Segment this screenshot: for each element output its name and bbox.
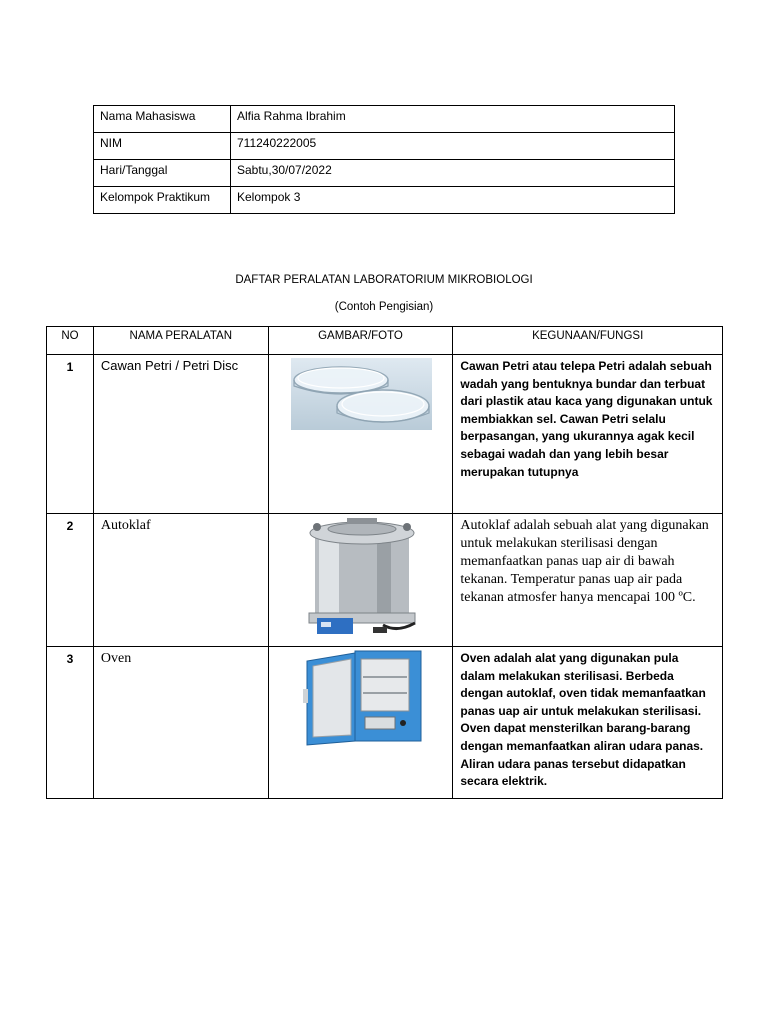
info-value: Kelompok 3: [231, 187, 675, 214]
header-image: GAMBAR/FOTO: [268, 327, 453, 355]
info-row: [94, 133, 675, 160]
info-value: 711240222005: [231, 133, 675, 160]
oven-image: [299, 649, 427, 749]
document-subtitle: (Contoh Pengisian): [334, 301, 434, 313]
equipment-table: [46, 326, 723, 799]
table-header-row: [47, 327, 723, 355]
table-row: [47, 514, 723, 647]
row-number: 2: [47, 514, 94, 647]
info-row: [94, 187, 675, 214]
table-row: [47, 355, 723, 514]
info-label: Hari/Tanggal: [94, 160, 231, 187]
student-info-table: [93, 105, 675, 214]
document-title: DAFTAR PERALATAN LABORATORIUM MIKROBIOLOGI: [235, 274, 533, 286]
row-number: 3: [47, 647, 94, 799]
header-name: NAMA PERALATAN: [93, 327, 268, 355]
equipment-name: Cawan Petri / Petri Disc: [93, 355, 268, 514]
equipment-function: Cawan Petri atau telepa Petri adalah sebuah wadah yang bentuknya bundar dan terbuat dari plastik atau kaca yang digunakan untuk membiakkan sel. Cawan Petri selalu berpasangan, yang ukurannya agak kecil sebagai wadah dan yang lebih besar merupakan tutupnya: [453, 355, 723, 514]
petri-dish-image: [291, 358, 432, 430]
autoclave-image: [297, 515, 427, 640]
equipment-image-cell: [268, 647, 453, 799]
table-row: [47, 647, 723, 799]
info-value: Alfia Rahma Ibrahim: [231, 106, 675, 133]
info-label: NIM: [94, 133, 231, 160]
row-number: 1: [47, 355, 94, 514]
equipment-name: Autoklaf: [93, 514, 268, 647]
info-row: [94, 160, 675, 187]
header-no: NO: [47, 327, 94, 355]
info-value: Sabtu,30/07/2022: [231, 160, 675, 187]
equipment-function: Autoklaf adalah sebuah alat yang digunakan untuk melakukan sterilisasi dengan memanfaatkan panas uap air di bawah tekanan. Temperatur panas uap air pada tekanan atmosfer hanya mencapai 100 ºC.: [453, 514, 723, 647]
equipment-name: Oven: [93, 647, 268, 799]
info-row: [94, 106, 675, 133]
header-function: KEGUNAAN/FUNGSI: [453, 327, 723, 355]
info-label: Nama Mahasiswa: [94, 106, 231, 133]
equipment-function: Oven adalah alat yang digunakan pula dalam melakukan sterilisasi. Berbeda dengan autoklaf, oven tidak memanfaatkan panas uap air untuk melakukan sterilisasi. Oven dapat mensterilkan barang-barang dengan memanfaatkan aliran udara panas. Aliran udara panas tersebut didapatkan secara elektrik.: [453, 647, 723, 799]
equipment-image-cell: [268, 514, 453, 647]
info-label: Kelompok Praktikum: [94, 187, 231, 214]
equipment-image-cell: [268, 355, 453, 514]
